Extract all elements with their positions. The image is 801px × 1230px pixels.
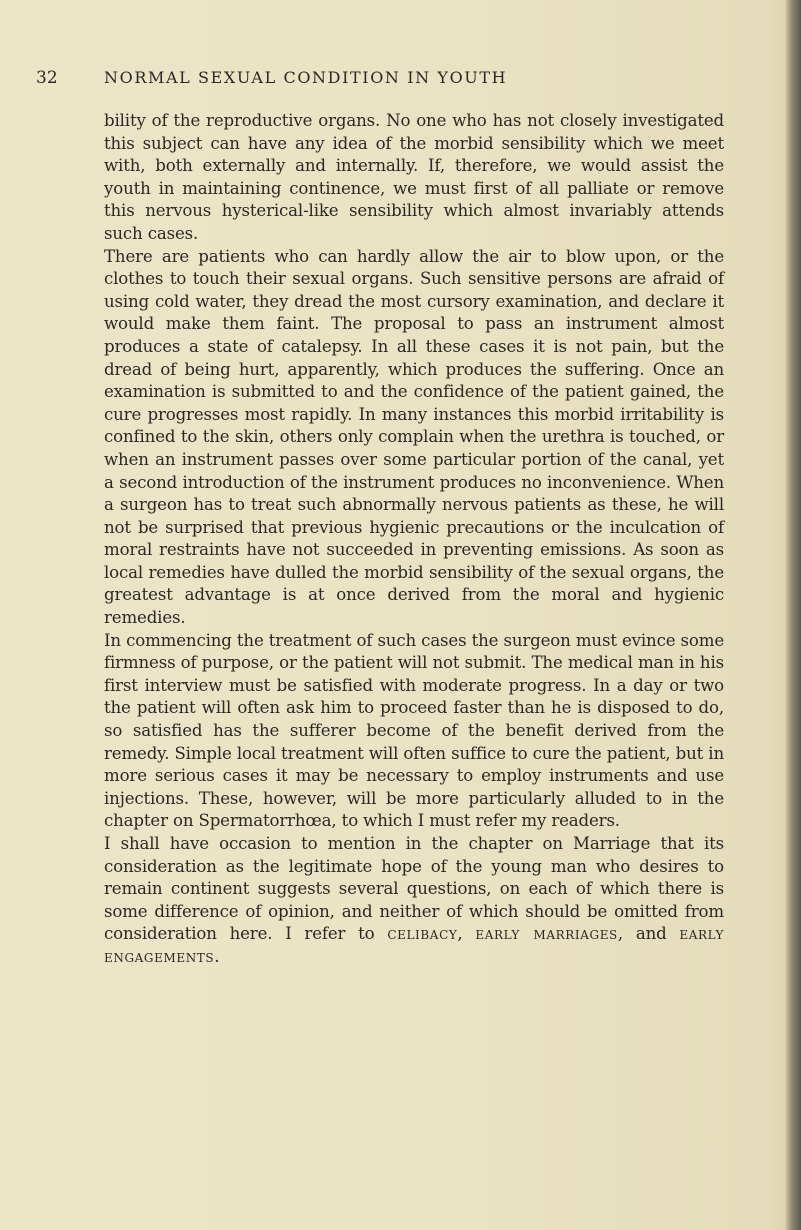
running-title: NORMAL SEXUAL CONDITION IN YOUTH [104, 68, 508, 87]
body-text [104, 110, 724, 969]
separator: , and [617, 924, 680, 944]
paragraph-final [104, 833, 724, 969]
cross-reference-celibacy: celibacy [387, 924, 458, 944]
period: . [214, 946, 220, 966]
paragraph: There are patients who can hardly allow the air to blow upon, or the clothes to touch their sexual organs. Such sensitive persons are afraid of using cold water, they dread the most cursory examination, and declare it would make them faint. The proposal to pass an instrument almost produces a state of catalepsy. In all these cases it is not pain, but the dread of being hurt, apparently, which produces the suffering. Once an examination is submitted to and the confidence of the patient gained, the cure progresses most rapidly. In many instances this morbid irritability is confined to the skin, others only complain when the urethra is touched, or when an instrument passes over some particular portion of the canal, yet a second introduction of the instrument produces no inconvenience. When a surgeon has to treat such abnormally nervous patients as these, he will not be surprised that previous hygienic precautions or the inculcation of moral restraints have not succeeded in preventing emissions. As soon as local remedies have dulled the morbid sensibility of the sexual organs, the greatest advantage is at once derived from the moral and hygienic remedies. [104, 246, 724, 628]
paragraph-text: I shall have occasion to mention in the chapter on Marriage that its consideration as the legitimate hope of the young man who desires to remain continent suggests several questions, on each of which there is some difference of opinion, and neither of which should be omitted from consideration here. I refer to [104, 834, 724, 944]
page-number: 32 [36, 68, 58, 88]
cross-reference-early-marriages: early marriages [475, 924, 618, 944]
page-header [36, 66, 736, 90]
page-edge-shadow [785, 0, 801, 1230]
paragraph: In commencing the treatment of such cases the surgeon must evince some firmness of purpose, or the patient will not submit. The medical man in his first interview must be satisfied with moderate progress. In a day or two the patient will often ask him to proceed faster than he is disposed to do, so satisfied has the sufferer become of the benefit derived from the remedy. Simple local treatment will often suffice to cure the patient, but in more serious cases it may be necessary to employ instruments and use injections. These, however, will be more particularly alluded to in the chapter on Spermatorrhœa, to which I must refer my readers. [104, 630, 724, 831]
separator: , [457, 924, 476, 944]
cross-reference-early-engagements: early engagements [104, 924, 725, 966]
paragraph: bility of the reproductive organs. No one who has not closely investigated this subject can have any idea of the morbid sensibility which we meet with, both externally and internally. If, therefore, we would assist the youth in maintaining continence, we must first of all palliate or remove this nervous hysterical-like sensibility which almost invariably attends such cases. [104, 111, 724, 243]
